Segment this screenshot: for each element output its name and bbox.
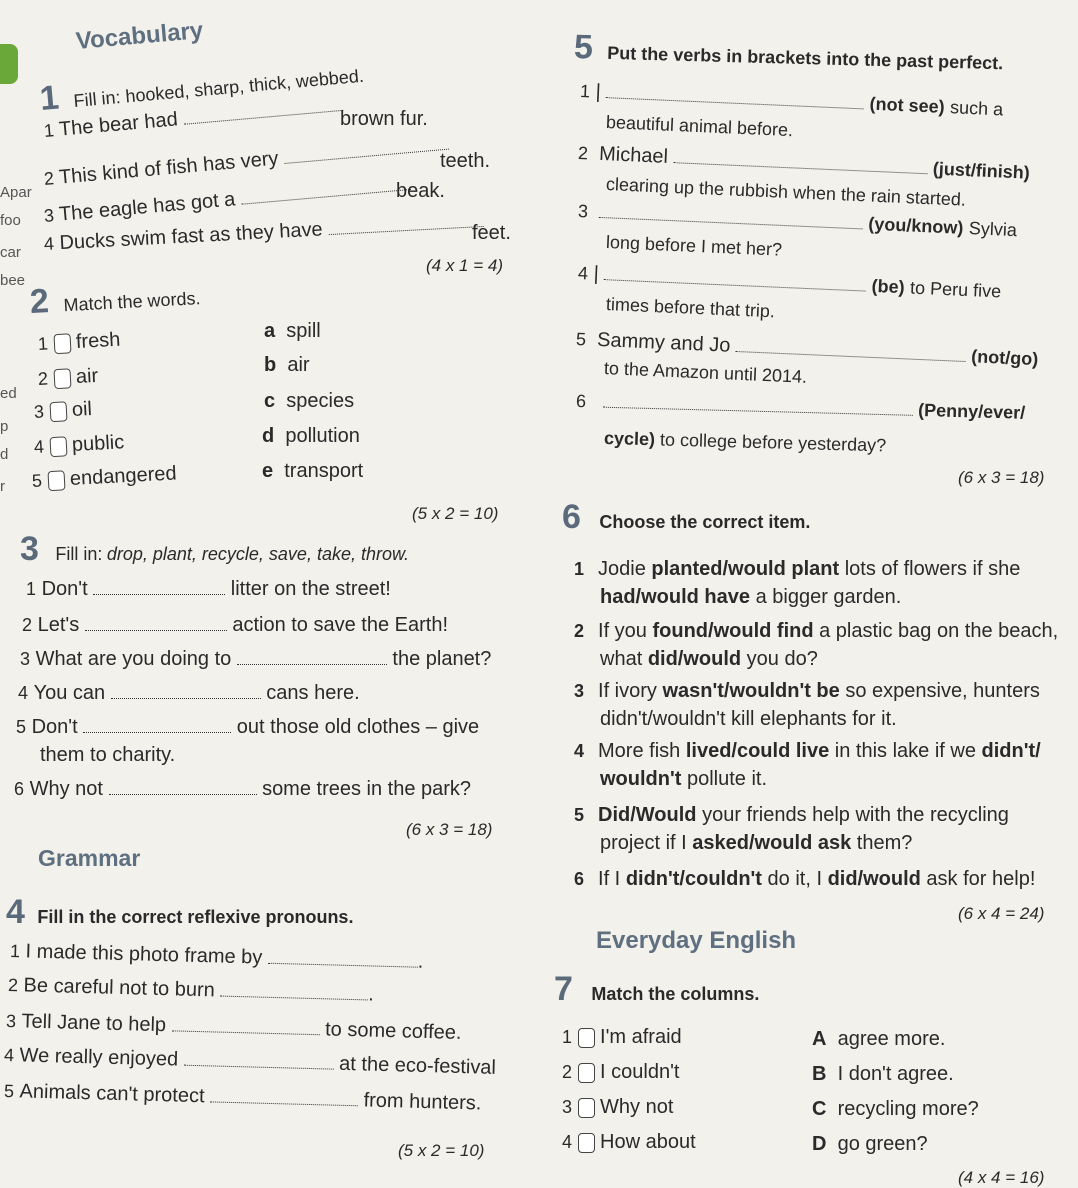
item-number: 1 [9, 941, 21, 962]
choice-item-line [574, 620, 1058, 643]
item-text: air [75, 364, 99, 388]
score: (6 x 4 = 24) [958, 904, 1045, 923]
item-text: If I [598, 868, 626, 890]
item-text: you do? [741, 648, 818, 670]
item-text [604, 428, 887, 456]
item-text: pollute it. [681, 768, 768, 790]
section-5-header [573, 28, 1003, 78]
item-text: . [417, 950, 424, 973]
choice-option[interactable]: had/would have [600, 586, 751, 608]
item-text: You can [33, 682, 106, 704]
verb-hint: (not/go) [970, 346, 1039, 370]
item-text: We really enjoyed [19, 1044, 179, 1071]
choice-item-line [574, 804, 1009, 827]
item-text: This kind of fish has very [58, 147, 280, 189]
item-number: 2 [574, 621, 585, 641]
section-2-header [29, 274, 201, 322]
option-text: recycling more? [837, 1098, 979, 1120]
item-text: Animals can't protect [19, 1080, 205, 1108]
item-number: 1 [43, 120, 55, 141]
item-text: fresh [75, 328, 121, 353]
option-text: I don't agree. [837, 1063, 954, 1085]
edge-fragment: bee [0, 272, 26, 289]
item-number: 5 [575, 329, 587, 350]
verb-hint: (be) [871, 275, 906, 298]
item-text: Don't [31, 716, 78, 738]
item-number: 1 [574, 559, 585, 579]
item-number: 3 [577, 201, 589, 222]
choice-option[interactable]: lived/could live [685, 740, 830, 762]
item-text: Michael [598, 142, 669, 168]
item-number: 2 [22, 615, 33, 635]
answer-blank[interactable] [109, 780, 257, 795]
section-4-header [6, 893, 353, 932]
exercise-item [4, 1044, 496, 1080]
match-item [33, 431, 124, 459]
score: (4 x 1 = 4) [426, 256, 504, 275]
choice-option[interactable]: did/would [647, 648, 742, 670]
choice-option[interactable]: didn't/couldn't [625, 868, 762, 890]
choice-item-line [600, 648, 818, 671]
item-text: from hunters. [363, 1089, 482, 1115]
item-number: 1 [579, 81, 591, 102]
section-title: Fill in: [55, 544, 103, 564]
answer-blank[interactable] [237, 650, 387, 665]
answer-blank[interactable] [283, 135, 449, 164]
choice-option[interactable]: didn't/ [981, 740, 1041, 762]
score: (4 x 4 = 16) [958, 1168, 1045, 1187]
answer-checkbox[interactable] [578, 1098, 595, 1118]
item-number: 4 [3, 1045, 15, 1066]
item-text: . [367, 983, 375, 1006]
exercise-item [6, 1010, 462, 1045]
item-text: Why not [600, 1096, 674, 1118]
item-text: at the eco-festival [338, 1052, 497, 1079]
item-text: teeth. [440, 150, 491, 172]
item-text: I'm afraid [600, 1026, 682, 1048]
choice-option[interactable]: planted/would plant [651, 558, 840, 580]
section-title: Fill in: hooked, sharp, thick, webbed. [72, 65, 365, 112]
choice-option[interactable]: Did/Would [598, 804, 697, 826]
exercise-item [22, 614, 448, 637]
exercise-item: 1 | (not see) such a [579, 80, 1004, 120]
item-text: didn't/wouldn't [600, 708, 726, 730]
answer-checkbox[interactable] [53, 368, 71, 389]
word-bank: drop, plant, recycle, save, take, throw. [106, 544, 409, 564]
item-text: a plastic bag on the beach, [813, 620, 1059, 642]
answer-blank[interactable] [210, 1087, 358, 1106]
section-number: 2 [28, 282, 50, 321]
item-number: 4 [33, 436, 45, 457]
page-edge-decoration [0, 44, 18, 84]
item-text: How about [600, 1131, 696, 1153]
match-option [262, 460, 363, 483]
answer-checkbox[interactable] [47, 470, 65, 491]
item-number: 3 [33, 401, 45, 422]
score: (5 x 2 = 10) [412, 504, 499, 523]
answer-blank[interactable] [93, 580, 225, 595]
section-number: 4 [6, 893, 25, 931]
exercise-item [14, 778, 471, 801]
answer-checkbox[interactable] [53, 333, 71, 354]
item-text: action to save the Earth! [232, 614, 449, 636]
choice-option[interactable]: wasn't/wouldn't be [662, 680, 840, 702]
item-text: Sylvia [968, 218, 1018, 241]
item-number: 1 [26, 579, 37, 599]
answer-blank[interactable] [171, 1016, 319, 1035]
match-item [562, 1026, 682, 1049]
item-text: out those old clothes – give [236, 716, 480, 738]
match-option [812, 1098, 979, 1121]
edge-fragment: Apar [0, 184, 32, 201]
answer-checkbox[interactable] [49, 436, 67, 457]
item-text: to college before yesterday? [659, 429, 887, 456]
item-number: 5 [3, 1081, 15, 1102]
item-number: 4 [574, 741, 585, 761]
option-text: spill [286, 320, 321, 342]
match-item [31, 462, 177, 493]
verb-hint: (just/finish) [932, 158, 1031, 183]
section-number: 3 [20, 530, 39, 568]
match-option [264, 354, 310, 377]
item-number: 6 [574, 869, 585, 889]
choice-item-line [574, 868, 1035, 891]
option-letter: A [812, 1028, 827, 1050]
item-text: to the Amazon until 2014. [603, 358, 808, 387]
item-number: 2 [577, 143, 589, 164]
item-text: in this lake if we [829, 740, 982, 762]
item-text: beak. [396, 180, 445, 202]
answer-blank[interactable] [603, 393, 913, 416]
item-text: clearing up the rubbish when the rain started. [605, 174, 967, 210]
score: (6 x 3 = 18) [958, 468, 1045, 487]
item-text: long before I met her? [605, 232, 783, 260]
match-option [262, 425, 360, 448]
edge-fragment: d [0, 446, 9, 463]
edge-fragment: p [0, 418, 9, 435]
answer-blank[interactable] [240, 175, 411, 205]
item-text: litter on the street! [230, 578, 391, 600]
answer-blank[interactable] [604, 265, 866, 291]
choice-option[interactable]: found/would find [652, 620, 814, 642]
verb-hint: cycle) [603, 428, 656, 450]
verb-hint: (you/know) [868, 213, 964, 238]
answer-blank[interactable] [673, 148, 927, 174]
item-number: 3 [43, 205, 55, 226]
item-text: Tell Jane to help [21, 1010, 167, 1037]
option-text: pollution [285, 425, 360, 447]
exercise-item [26, 578, 391, 601]
option-letter: C [812, 1098, 827, 1120]
answer-blank[interactable] [599, 203, 863, 230]
section-title: Fill in the correct reflexive pronouns. [37, 907, 354, 927]
item-text: If ivory [598, 680, 663, 702]
answer-blank[interactable] [83, 718, 231, 733]
choice-option[interactable]: asked/would ask [692, 832, 852, 854]
item-text: so expensive, hunters [839, 680, 1040, 702]
option-letter: a [264, 320, 276, 342]
section-number: 6 [562, 498, 581, 536]
match-item [37, 365, 98, 391]
option-text: air [287, 354, 310, 376]
answer-blank[interactable] [736, 337, 966, 362]
choice-item-line [600, 708, 897, 731]
item-text: ask for help! [920, 868, 1036, 890]
item-text: If you [598, 620, 653, 642]
option-text: species [286, 390, 355, 412]
item-text: the planet? [392, 648, 492, 670]
item-text: endangered [69, 462, 178, 490]
section-title: Put the verbs in brackets into the past perfect. [606, 42, 1004, 74]
item-text: them to charity. [40, 744, 176, 766]
choice-option[interactable]: did/would [827, 868, 921, 890]
section-7-header [554, 970, 759, 1009]
exercise-item: 4 | (be) to Peru five [577, 262, 1002, 302]
item-number: 2 [562, 1062, 573, 1082]
grammar-heading: Grammar [38, 845, 141, 871]
match-item [562, 1096, 673, 1119]
option-letter: B [812, 1063, 827, 1085]
exercise-item [10, 940, 424, 974]
option-text: transport [284, 460, 364, 482]
item-text: oil [71, 397, 93, 421]
item-number: 5 [574, 805, 585, 825]
item-text: them? [851, 832, 913, 854]
answer-blank[interactable] [220, 982, 368, 1001]
match-option [264, 390, 354, 413]
item-text: Sammy and Jo [596, 328, 731, 357]
section-6-header [562, 498, 810, 537]
answer-blank[interactable] [85, 616, 227, 631]
option-letter: c [264, 390, 276, 412]
edge-fragment: ed [0, 385, 17, 402]
edge-fragment: car [0, 244, 21, 261]
answer-blank[interactable] [184, 1051, 334, 1070]
vocabulary-heading: Vocabulary [74, 16, 205, 55]
item-text: times before that trip. [605, 294, 776, 322]
item-text: More fish [598, 740, 686, 762]
item-number: 3 [20, 649, 31, 669]
option-letter: b [264, 354, 277, 376]
exercise-item [16, 716, 479, 739]
answer-blank[interactable] [606, 83, 864, 109]
item-text: Don't [41, 578, 88, 600]
section-3-header [20, 530, 409, 569]
item-text: to some coffee. [324, 1018, 462, 1044]
answer-blank[interactable] [268, 949, 418, 968]
match-option [812, 1028, 945, 1051]
match-option [812, 1133, 928, 1156]
section-title: Match the columns. [591, 984, 760, 1004]
item-text: project if I [600, 832, 693, 854]
verb-hint: (Penny/ever/ [917, 399, 1026, 423]
option-letter: D [812, 1133, 827, 1155]
item-number: 2 [37, 368, 49, 389]
item-text: your friends help with the recycling [696, 804, 1009, 826]
match-item [33, 398, 92, 424]
option-text: agree more. [837, 1028, 946, 1050]
item-number: 1 [37, 333, 49, 354]
item-text: The eagle has got a [58, 188, 237, 226]
choice-item-line [600, 832, 912, 855]
choice-item-line [600, 586, 901, 609]
answer-checkbox[interactable] [49, 401, 67, 422]
choice-option[interactable]: wouldn't [600, 768, 682, 790]
exercise-item [8, 974, 374, 1007]
item-text: What are you doing to [35, 648, 232, 670]
exercise-item [4, 1080, 482, 1115]
item-text: Why not [29, 778, 103, 800]
section-number: 1 [38, 78, 61, 118]
item-text: I made this photo frame by [25, 940, 263, 969]
exercise-item [576, 390, 1026, 425]
item-number: 5 [31, 470, 43, 491]
item-text: what [600, 648, 648, 670]
item-number: 6 [575, 391, 587, 412]
item-number: 3 [574, 681, 585, 701]
item-text: Ducks swim fast as they have [58, 218, 324, 255]
score: (5 x 2 = 10) [398, 1141, 485, 1160]
match-option [264, 320, 321, 343]
item-text: do it, I [761, 868, 828, 890]
item-text: public [71, 431, 125, 456]
section-title: Match the words. [63, 288, 201, 316]
item-text: a bigger garden. [750, 586, 902, 608]
answer-checkbox[interactable] [578, 1133, 595, 1153]
choice-item-line [600, 768, 767, 791]
item-text: Be careful not to burn [23, 974, 216, 1002]
item-number: 4 [562, 1132, 573, 1152]
edge-fragment: foo [0, 212, 21, 229]
verb-hint: (not see) [869, 93, 946, 117]
section-title: Choose the correct item. [599, 512, 811, 532]
item-text: kill elephants for it. [725, 708, 897, 730]
section-number: 5 [573, 28, 594, 67]
item-text: Jodie [598, 558, 652, 580]
item-text: some trees in the park? [262, 778, 472, 800]
item-number: 2 [43, 168, 55, 189]
choice-item-line [574, 680, 1040, 703]
item-text: feet. [472, 222, 511, 244]
item-text: to Peru five [909, 277, 1002, 302]
item-number: 4 [18, 683, 29, 703]
match-item [562, 1131, 696, 1154]
item-text: such a [949, 97, 1004, 120]
section-number: 7 [554, 970, 573, 1008]
choice-item-line [574, 558, 1020, 581]
item-number: 3 [5, 1011, 17, 1032]
exercise-item [20, 648, 491, 671]
item-text: lots of flowers if she [839, 558, 1021, 580]
item-number: 1 [562, 1027, 573, 1047]
exercise-item [18, 682, 360, 705]
score: (6 x 3 = 18) [406, 820, 493, 839]
match-option [812, 1063, 954, 1086]
item-text: Let's [37, 614, 80, 636]
item-text: brown fur. [340, 108, 428, 130]
option-letter: d [262, 425, 275, 447]
item-text: beautiful animal before. [605, 112, 794, 141]
item-number: 4 [577, 263, 589, 284]
item-text: cans here. [266, 682, 360, 704]
answer-checkbox[interactable] [578, 1063, 595, 1083]
choice-item-line [574, 740, 1041, 763]
item-text: The bear had [58, 108, 179, 141]
match-item [562, 1061, 679, 1084]
option-letter: e [262, 460, 274, 482]
item-text: I couldn't [600, 1061, 680, 1083]
edge-fragment: r [0, 478, 5, 495]
everyday-english-heading: Everyday English [596, 927, 797, 954]
answer-blank[interactable] [328, 212, 484, 235]
item-number: 6 [14, 779, 25, 799]
answer-blank[interactable] [111, 684, 261, 699]
item-number: 3 [562, 1097, 573, 1117]
item-number: 4 [43, 233, 55, 254]
answer-checkbox[interactable] [578, 1028, 595, 1048]
option-text: go green? [837, 1133, 928, 1155]
item-number: 5 [16, 717, 27, 737]
item-number: 2 [7, 975, 19, 996]
match-item [37, 329, 121, 356]
